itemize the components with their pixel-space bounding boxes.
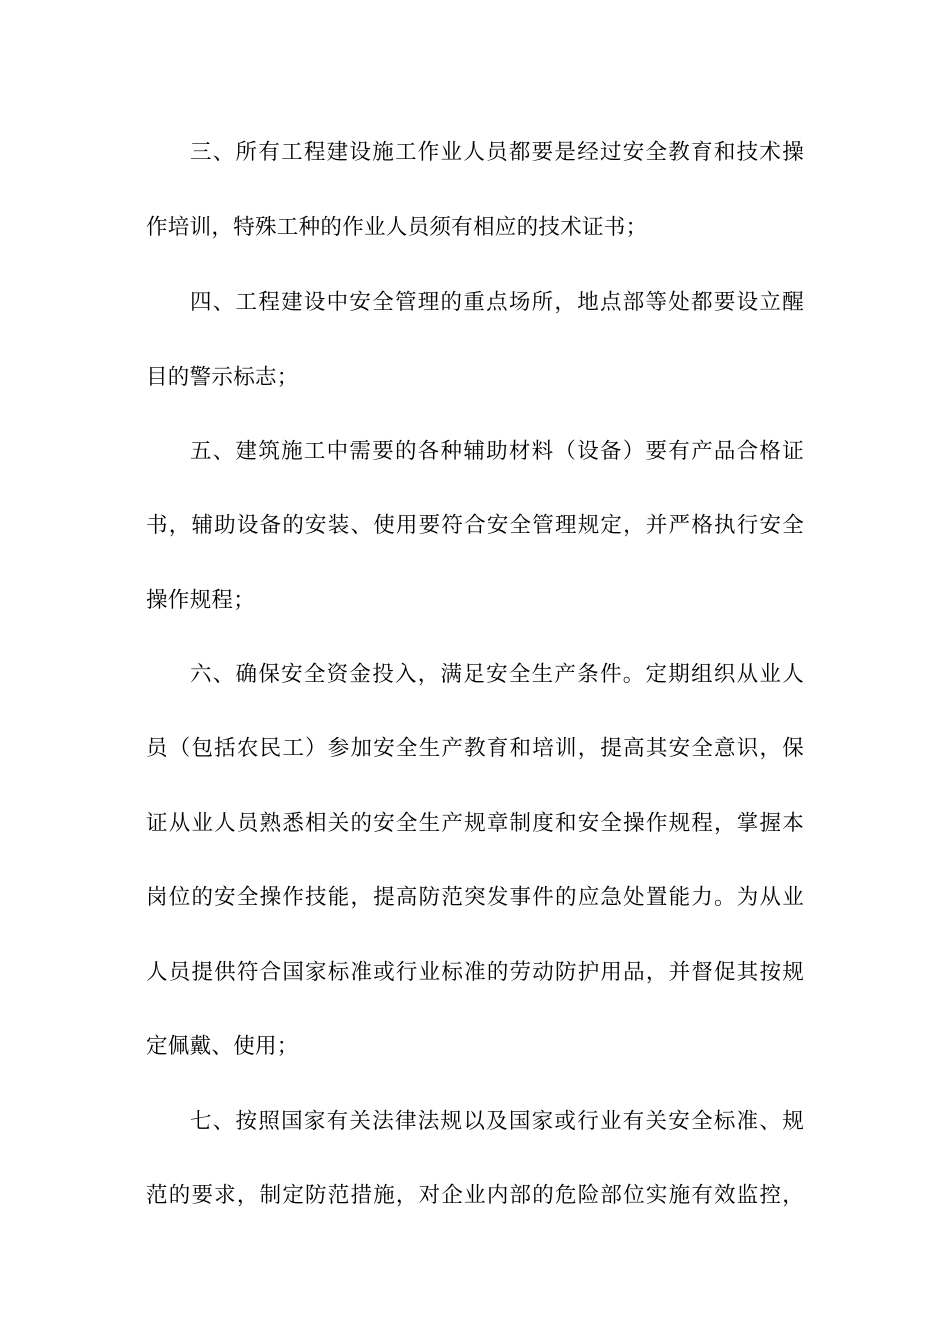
paragraph-3-line-2: 作培训，特殊工种的作业人员须有相应的技术证书； xyxy=(146,215,648,240)
paragraph-4-line-1: 四、工程建设中安全管理的重点场所，地点部等处都要设立醒 xyxy=(190,290,804,315)
paragraph-6-line-1: 六、确保安全资金投入，满足安全生产条件。定期组织从业人 xyxy=(190,662,804,687)
paragraph-5-line-3: 操作规程； xyxy=(146,588,256,613)
paragraph-6-line-4: 岗位的安全操作技能，提高防范突发事件的应急处置能力。为从业 xyxy=(146,885,804,910)
paragraph-3-line-1: 三、所有工程建设施工作业人员都要是经过安全教育和技术操 xyxy=(190,140,804,165)
paragraph-5-line-1: 五、建筑施工中需要的各种辅助材料（设备）要有产品合格证 xyxy=(190,439,804,464)
paragraph-6-line-6: 定佩戴、使用； xyxy=(146,1034,299,1059)
paragraph-7-line-1: 七、按照国家有关法律法规以及国家或行业有关安全标准、规 xyxy=(190,1109,804,1134)
paragraph-5-line-2: 书，辅助设备的安装、使用要符合安全管理规定，并严格执行安全 xyxy=(146,513,804,538)
paragraph-4-line-2: 目的警示标志； xyxy=(146,365,299,390)
paragraph-6-line-5: 人员提供符合国家标准或行业标准的劳动防护用品，并督促其按规 xyxy=(146,960,804,985)
paragraph-6-line-2: 员（包括农民工）参加安全生产教育和培训，提高其安全意识，保 xyxy=(146,736,804,761)
paragraph-6-line-3: 证从业人员熟悉相关的安全生产规章制度和安全操作规程，掌握本 xyxy=(146,811,804,836)
paragraph-7-line-2: 范的要求，制定防范措施，对企业内部的危险部位实施有效监控， xyxy=(146,1183,804,1208)
